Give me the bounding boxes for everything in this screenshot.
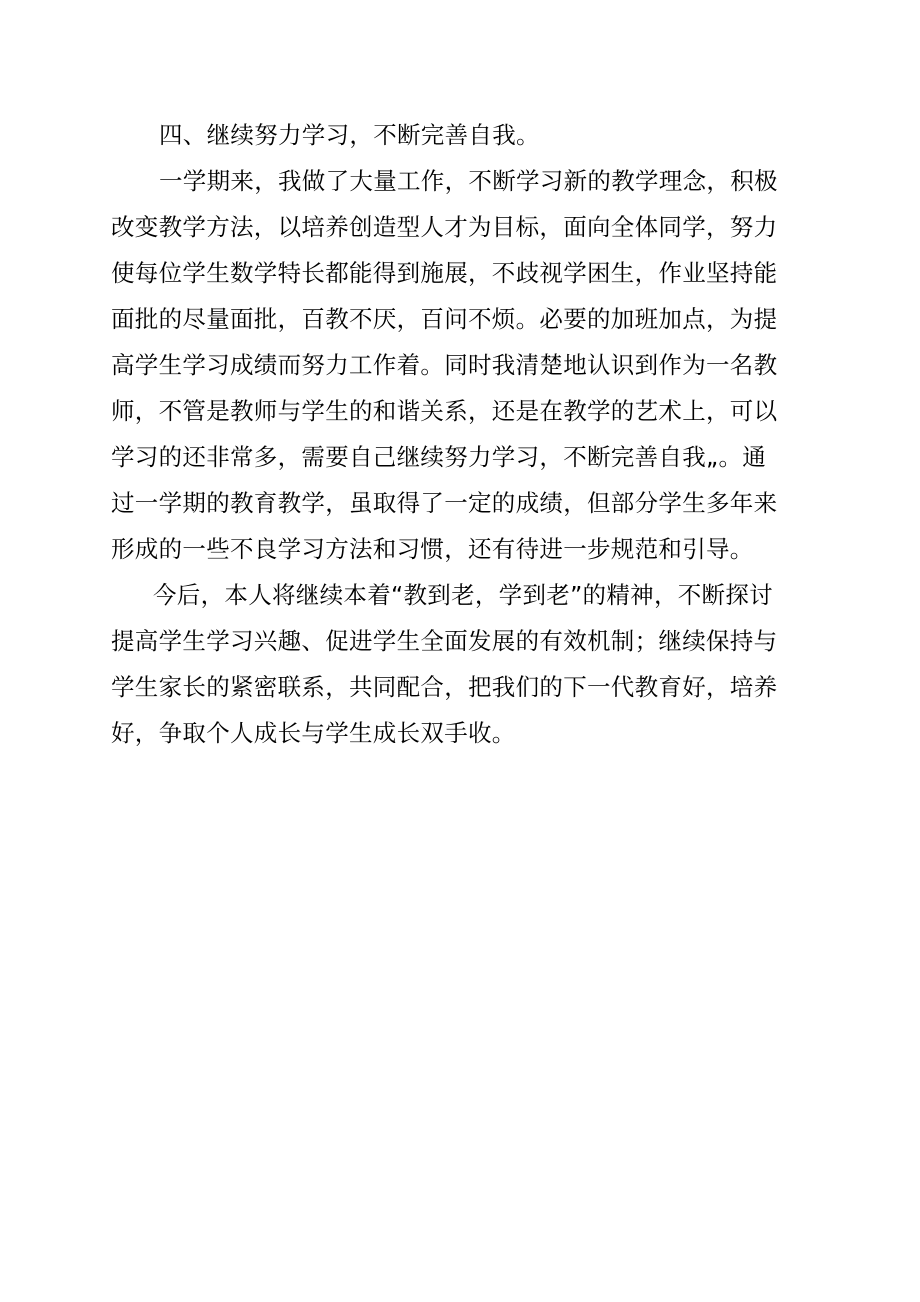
paragraph-line: 学生家长的紧密联系，共同配合，把我们的下一代教育好，培养 bbox=[111, 673, 778, 701]
section-heading: 四、继续努力学习，不断完善自我。 bbox=[159, 121, 540, 149]
paragraph-line: 高学生学习成绩而努力工作着。同时我清楚地认识到作为一名教 bbox=[111, 351, 778, 379]
paragraph-line: 形成的一些不良学习方法和习惯，还有待进一步规范和引导。 bbox=[111, 535, 754, 563]
paragraph-line: 使每位学生数学特长都能得到施展，不歧视学困生，作业坚持能 bbox=[111, 259, 778, 287]
paragraph-line: 过一学期的教育教学，虽取得了一定的成绩，但部分学生多年来 bbox=[111, 489, 778, 517]
paragraph-line: 今后，本人将继续本着“教到老，学到老”的精神，不断探讨 bbox=[153, 581, 773, 609]
paragraph-line: 改变教学方法，以培养创造型人才为目标，面向全体同学，努力 bbox=[111, 213, 778, 241]
paragraph-line: 一学期来，我做了大量工作，不断学习新的教学理念，积极 bbox=[159, 167, 778, 195]
paragraph-line: 师，不管是教师与学生的和谐关系，还是在教学的艺术上，可以 bbox=[111, 397, 778, 425]
paragraph-line: 好，争取个人成长与学生成长双手收。 bbox=[111, 719, 516, 747]
paragraph-line: 提高学生学习兴趣、促进学生全面发展的有效机制；继续保持与 bbox=[111, 627, 778, 655]
paragraph-line: 学习的还非常多，需要自己继续努力学习，不断完善自我„。通 bbox=[111, 443, 767, 471]
paragraph-line: 面批的尽量面批，百教不厌，百问不烦。必要的加班加点，为提 bbox=[111, 305, 778, 333]
document-body bbox=[111, 112, 811, 756]
